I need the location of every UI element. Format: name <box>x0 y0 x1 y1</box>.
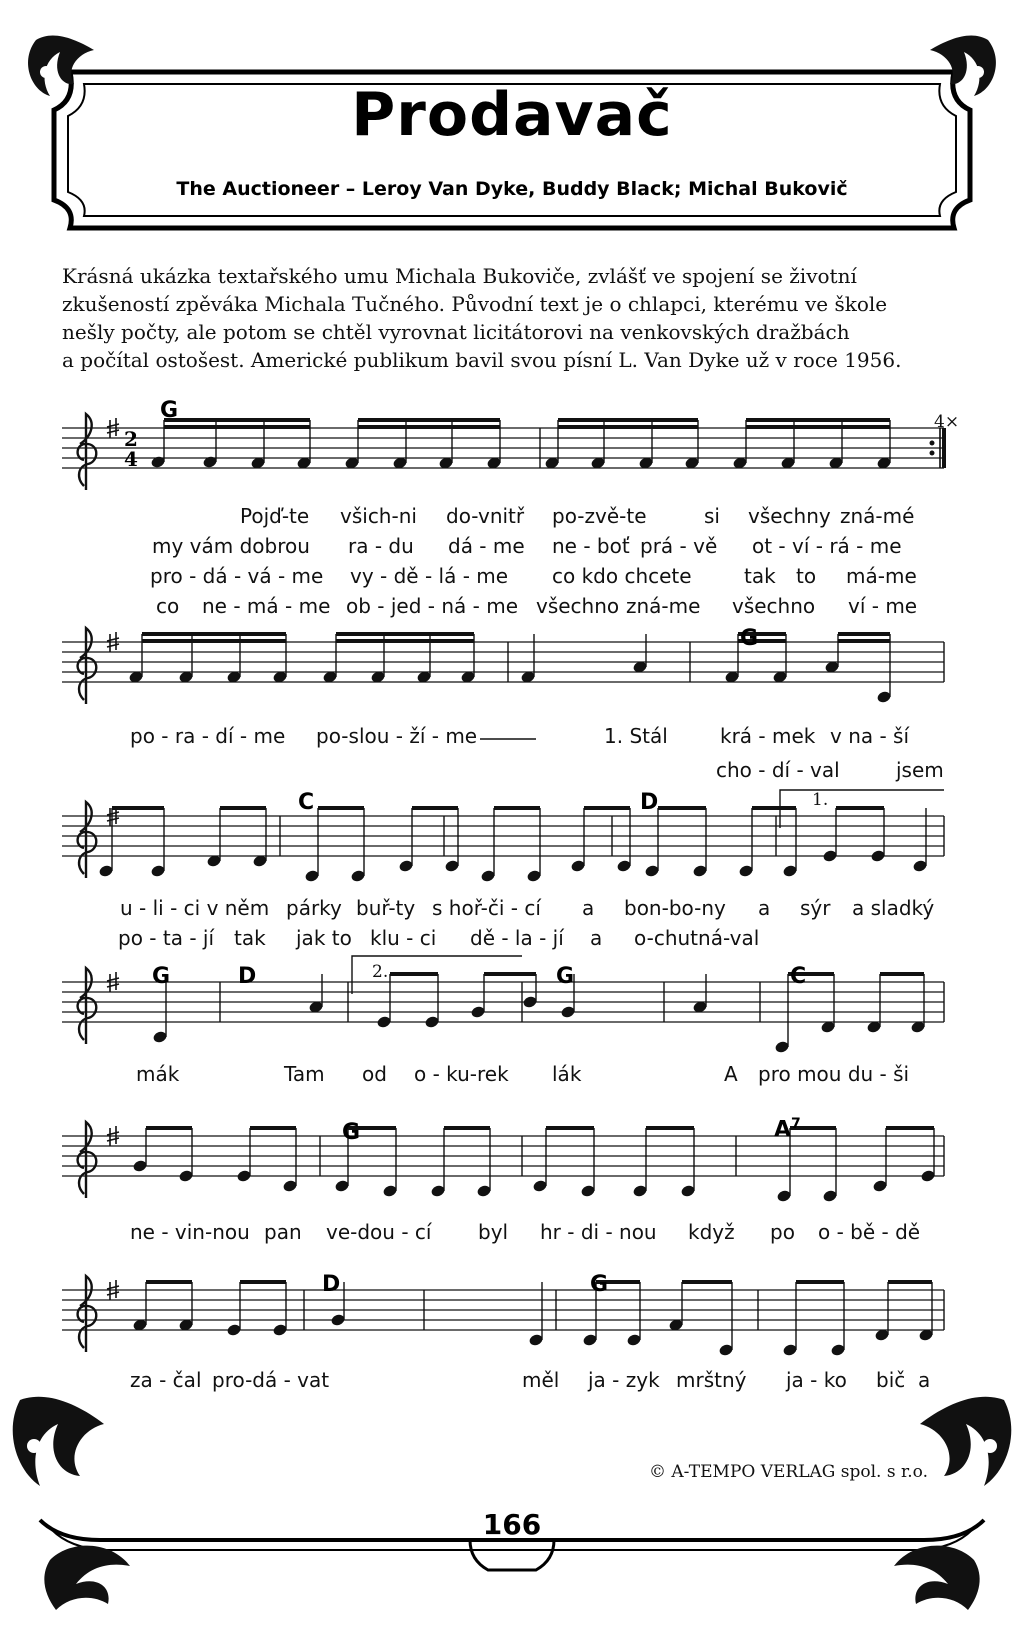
lyric-syllable: co kdo chcete <box>552 564 692 588</box>
note-beam <box>358 418 500 422</box>
lyric-syllable: za - čal <box>130 1368 202 1392</box>
lyric-syllable: o - bě - dě <box>818 1220 921 1244</box>
note-beam <box>220 806 266 810</box>
treble-clef-icon <box>78 414 97 490</box>
lyric-syllable: pro-dá - vat <box>212 1368 330 1392</box>
note-beam <box>142 639 286 643</box>
lyric-syllable: vy - dě - lá - me <box>350 564 509 588</box>
note-beam <box>484 972 536 976</box>
lyric-syllable: ob - jed - ná - me <box>346 594 519 618</box>
note-beam <box>164 418 310 422</box>
copyright-notice: © A-TEMPO VERLAG spol. s r.o. <box>648 1462 928 1482</box>
chord-symbol: G <box>152 964 171 989</box>
lyric-syllable: a sladký <box>852 896 935 920</box>
note-beam <box>250 1126 296 1130</box>
chord-extension: 7 <box>791 1116 801 1132</box>
lyric-extender <box>480 736 540 742</box>
lyric-syllable: když <box>688 1220 735 1244</box>
time-signature-denominator: 4 <box>124 447 138 471</box>
lyric-syllable: všich-ni <box>340 504 417 528</box>
lyric-syllable: všechno <box>732 594 816 618</box>
note-beam <box>412 806 458 810</box>
chord-symbol: D <box>238 964 257 989</box>
note-beam <box>836 806 884 810</box>
repeat-dot <box>930 451 935 456</box>
lyric-syllable: a <box>758 896 771 920</box>
song-title: Prodavač <box>351 80 673 150</box>
note-beam <box>444 1126 490 1130</box>
lyric-syllable: o - ku-rek <box>414 1062 509 1086</box>
chord-symbol <box>774 1116 801 1142</box>
lyric-syllable: do-vnitř <box>446 504 525 528</box>
lyric-syllable: od <box>362 1062 387 1086</box>
lyric-syllable: bon-bo-ny <box>624 896 726 920</box>
note-beam <box>318 806 364 810</box>
lyric-syllable: my vám dobrou <box>152 534 310 558</box>
repeat-count: 4× <box>934 412 960 432</box>
final-barline <box>942 428 946 468</box>
chord-symbol: G <box>590 1272 609 1297</box>
repeat-dot <box>930 441 935 446</box>
note-beam <box>584 806 630 810</box>
note-beam <box>494 806 540 810</box>
note-beam <box>746 418 890 422</box>
note-beam <box>746 425 890 429</box>
lyric-syllable: ví - me <box>848 594 918 618</box>
note-beam <box>646 1126 694 1130</box>
ornament-bottom-right-icon <box>894 1397 1011 1610</box>
note-beam <box>336 639 474 643</box>
lyric-syllable: ne - boť <box>552 534 630 558</box>
time-signature-numerator: 2 <box>124 427 138 451</box>
note-beam <box>880 972 924 976</box>
note-beam <box>546 1126 594 1130</box>
ornament-bottom-left-icon <box>13 1397 130 1610</box>
intro-line: nešly počty, ale potom se chtěl vyrovnat licitátorovi na venkovských dražbách <box>62 320 850 344</box>
treble-clef-icon <box>78 968 97 1044</box>
lyric-syllable: má-me <box>846 564 917 588</box>
lyric-syllable: krá - mek <box>720 724 816 748</box>
lyric-syllable: tak <box>744 564 776 588</box>
lyric-syllable: ra - du <box>348 534 414 558</box>
lyric-syllable: sýr <box>800 896 831 920</box>
lyric-syllable: po-zvě-te <box>552 504 647 528</box>
lyric-syllable: a <box>590 926 603 950</box>
lyric-syllable: ne - má - me <box>202 594 331 618</box>
treble-clef-icon <box>78 1122 97 1198</box>
chord-symbol: C <box>298 790 315 815</box>
lyric-syllable: pro mou du - ši <box>758 1062 910 1086</box>
note-beam <box>886 1126 934 1130</box>
note-beam <box>838 632 890 636</box>
chord-symbol: D <box>640 790 659 815</box>
lyric-syllable: Pojď-te <box>240 504 310 528</box>
chord-root: A <box>774 1117 792 1143</box>
note-beam <box>146 1126 192 1130</box>
lyric-syllable: po <box>770 1220 795 1244</box>
note-beam <box>558 425 698 429</box>
note-beam <box>358 425 500 429</box>
lyric-syllable: ne - vin-nou <box>130 1220 250 1244</box>
page-number: 166 <box>482 1508 542 1541</box>
lyric-syllable: u - li - ci v něm <box>120 896 270 920</box>
chord-symbol: G <box>556 964 575 989</box>
lyric-syllable: pan <box>264 1220 302 1244</box>
note-beam <box>142 632 286 636</box>
lyric-syllable: ve-dou - cí <box>326 1220 432 1244</box>
lyric-syllable: ot - ví - rá - me <box>752 534 902 558</box>
lyric-syllable: po-slou - ží - me <box>316 724 478 748</box>
lyric-syllable: bič <box>876 1368 906 1392</box>
lyric-syllable: hr - di - nou <box>540 1220 657 1244</box>
lyric-syllable: dá - me <box>448 534 525 558</box>
lyric-syllable: párky <box>286 896 342 920</box>
intro-line: zkušeností zpěváka Michala Tučného. Původní text je o chlapci, kterému ve škole <box>62 292 888 316</box>
chord-symbol: G <box>342 1120 361 1145</box>
note-beam <box>888 1280 932 1284</box>
note-beam <box>146 1280 192 1284</box>
lyric-syllable: s hoř-či - cí <box>432 896 541 920</box>
lyric-syllable: po - ta - jí <box>118 926 215 950</box>
lyric-syllable: co <box>156 594 180 618</box>
note-beam <box>682 1280 732 1284</box>
intro-line: Krásná ukázka textařského umu Michala Bukoviče, zvlášť ve spojení se životní <box>62 264 857 288</box>
lyric-syllable: v na - ší <box>830 724 910 748</box>
note-beam <box>752 806 796 810</box>
lyric-syllable: tak <box>234 926 266 950</box>
lyric-syllable: zná-me <box>626 594 701 618</box>
chord-symbol: C <box>790 964 807 989</box>
lyric-syllable: ja - zyk <box>588 1368 660 1392</box>
note-beam <box>658 806 706 810</box>
lyric-syllable: ja - ko <box>786 1368 847 1392</box>
lyric-syllable: byl <box>478 1220 509 1244</box>
volta-1-label: 1. <box>812 790 829 810</box>
lyric-syllable: prá - vě <box>640 534 718 558</box>
chord-symbol: G <box>160 398 179 423</box>
treble-clef-icon <box>78 1276 97 1352</box>
note-beam <box>390 972 438 976</box>
lyric-syllable: všechno <box>536 594 620 618</box>
lyric-syllable: Tam <box>284 1062 325 1086</box>
lyric-syllable: to <box>796 564 817 588</box>
lyric-syllable: lák <box>552 1062 582 1086</box>
lyric-syllable: měl <box>522 1368 560 1392</box>
lyric-syllable: jsem <box>896 758 944 782</box>
note-beam <box>112 806 164 810</box>
lyric-syllable: dě - la - jí <box>470 926 564 950</box>
note-beam <box>838 639 890 643</box>
note-beam <box>796 1280 844 1284</box>
volta-2-label: 2. <box>372 962 389 982</box>
lyric-syllable: o-chutná-val <box>634 926 760 950</box>
intro-line: a počítal ostošest. Americké publikum bavil svou písní L. Van Dyke už v roce 1956. <box>62 348 902 372</box>
lyric-syllable: 1. Stál <box>604 724 668 748</box>
lyric-syllable: všechny <box>748 504 831 528</box>
lyric-syllable: a <box>582 896 595 920</box>
lyric-syllable: zná-mé <box>840 504 915 528</box>
lyric-syllable: cho - dí - val <box>716 758 840 782</box>
lyric-syllable: po - ra - dí - me <box>130 724 286 748</box>
lyric-syllable: A <box>724 1062 738 1086</box>
treble-clef-icon <box>78 628 97 704</box>
treble-clef-icon <box>78 802 97 878</box>
chord-symbol: G <box>740 626 759 651</box>
note-beam <box>558 418 698 422</box>
lyric-syllable: buř-ty <box>356 896 416 920</box>
note-beam <box>336 632 474 636</box>
lyric-syllable: a <box>918 1368 931 1392</box>
note-beam <box>164 425 310 429</box>
lyric-syllable: si <box>704 504 720 528</box>
lyric-syllable: jak to <box>296 926 352 950</box>
lyric-syllable: mrštný <box>676 1368 747 1392</box>
note-beam <box>240 1280 286 1284</box>
lyric-syllable: mák <box>136 1062 180 1086</box>
lyric-syllable: klu - ci <box>370 926 437 950</box>
chord-symbol: D <box>322 1272 341 1297</box>
song-credits: The Auctioneer – Leroy Van Dyke, Buddy Black; Michal Bukovič <box>176 178 848 200</box>
lyric-syllable: pro - dá - vá - me <box>150 564 324 588</box>
